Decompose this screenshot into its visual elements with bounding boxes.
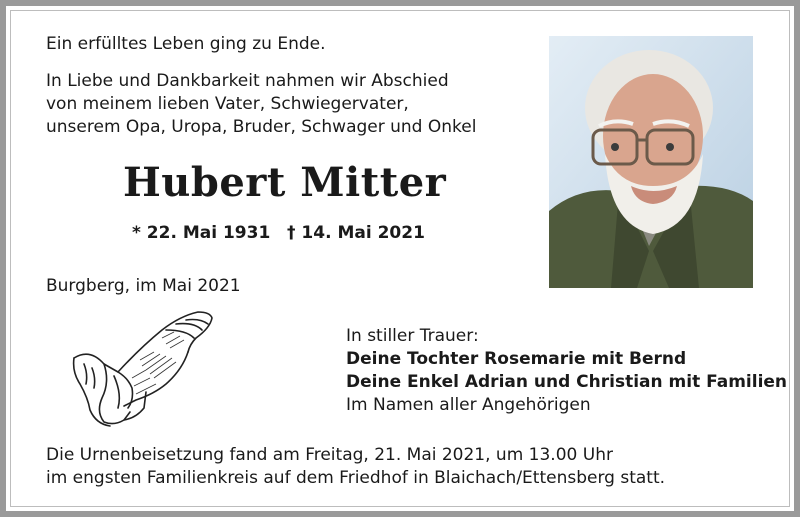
birth-date: * 22. Mai 1931 — [132, 223, 271, 243]
praying-hands-icon — [70, 308, 216, 430]
dedication-line: unserem Opa, Uropa, Bruder, Schwager und Onkel — [46, 117, 477, 137]
burial-text — [46, 444, 665, 490]
burial-line: im engsten Familienkreis auf dem Friedhof in Blaichach/Ettensberg statt. — [46, 468, 666, 488]
mourners-heading: In stiller Trauer: — [346, 326, 479, 346]
mourner-line: Im Namen aller Angehörigen — [346, 395, 591, 415]
dedication-line: von meinem lieben Vater, Schwiegervater, — [46, 94, 409, 114]
mourner-line: Deine Enkel Adrian und Christian mit Familien — [346, 372, 788, 392]
dedication-text — [46, 70, 476, 139]
deceased-name: Hubert Mitter — [123, 159, 447, 206]
intro-text: Ein erfülltes Leben ging zu Ende. — [46, 34, 326, 54]
portrait-photo — [549, 36, 753, 288]
mourners-block — [346, 325, 787, 417]
burial-line: Die Urnenbeisetzung fand am Freitag, 21. Mai 2021, um 13.00 Uhr — [46, 445, 613, 465]
mourner-line: Deine Tochter Rosemarie mit Bernd — [346, 349, 687, 369]
place-date: Burgberg, im Mai 2021 — [46, 276, 241, 296]
dedication-line: In Liebe und Dankbarkeit nahmen wir Abschied — [46, 71, 449, 91]
death-date: † 14. Mai 2021 — [287, 223, 425, 243]
